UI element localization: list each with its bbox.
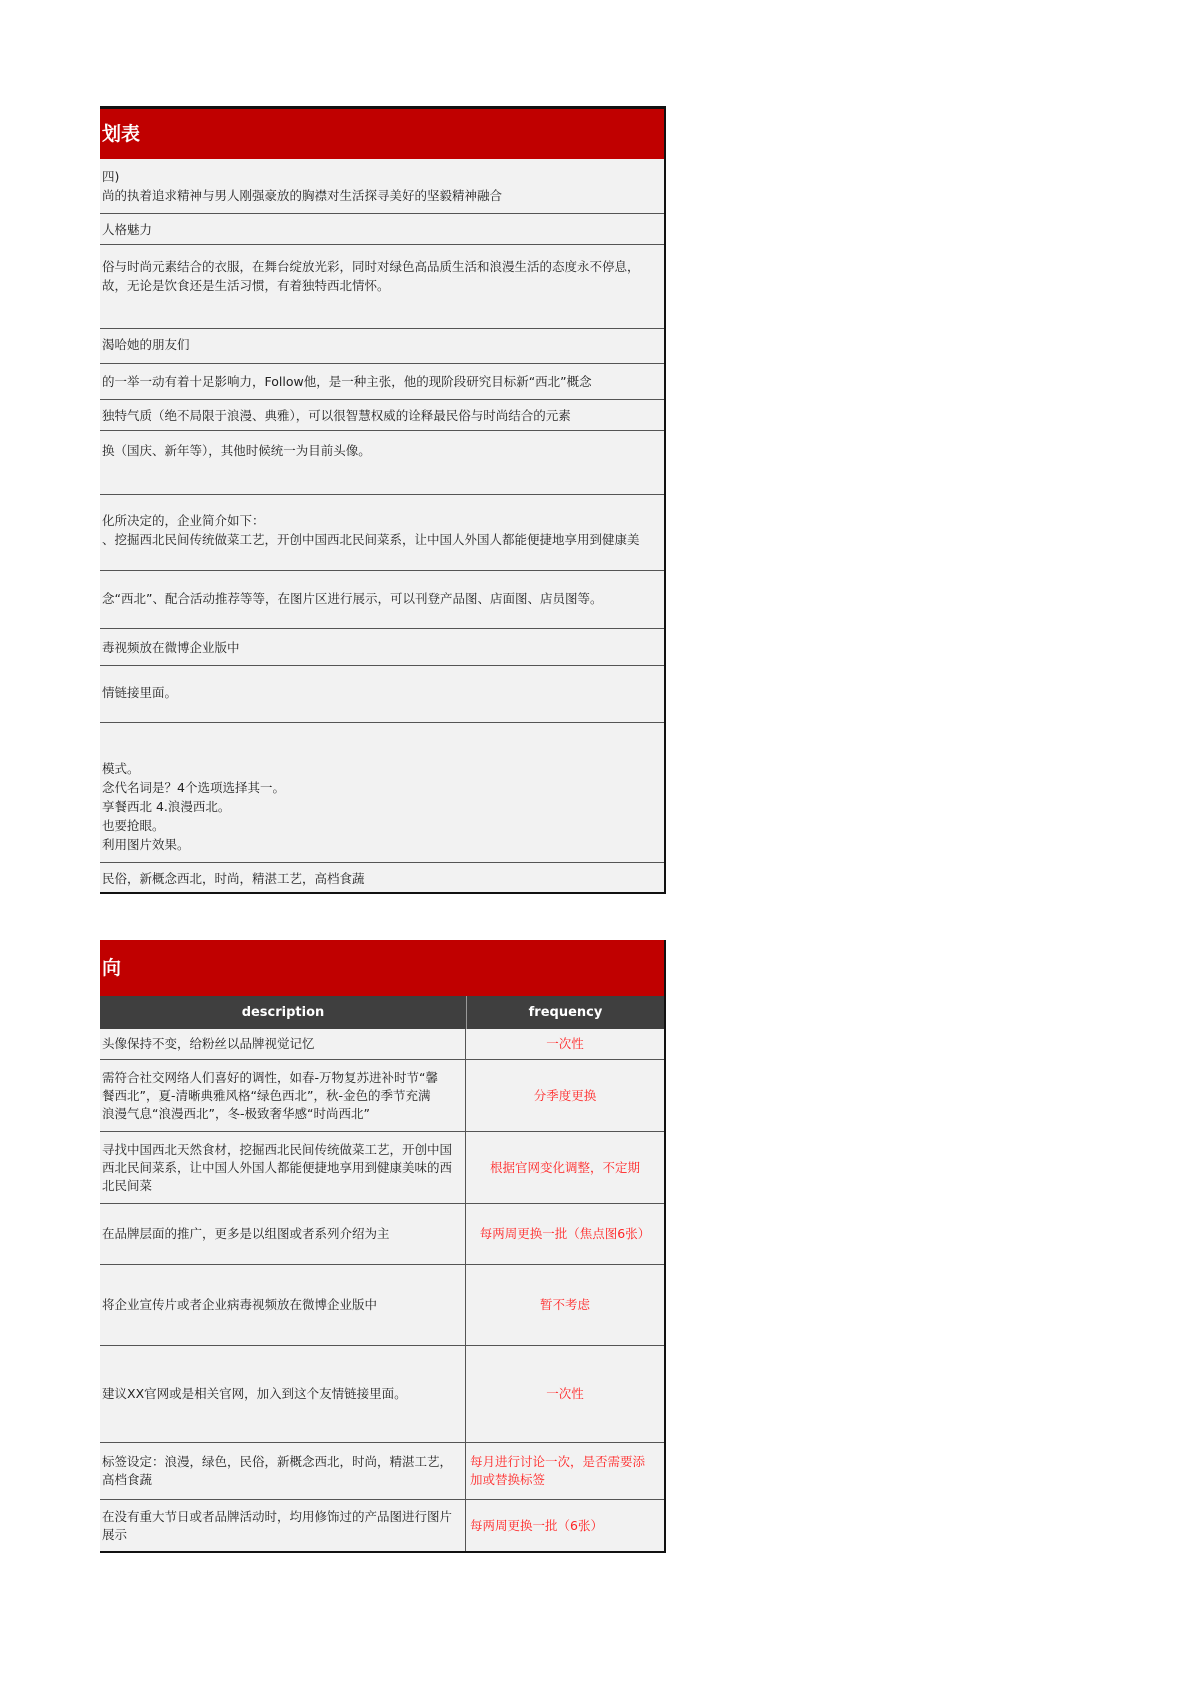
description-text: 餐西北”，夏-清晰典雅风格“绿色西北”，秋-金色的季节充满 xyxy=(102,1087,431,1103)
frequency-cell xyxy=(466,1500,664,1551)
frequency-text: 根据官网变化调整，不定期 xyxy=(489,1159,640,1175)
table-row xyxy=(100,1500,664,1553)
frequency-cell xyxy=(466,1029,664,1059)
description-text: 展示 xyxy=(102,1526,128,1542)
description-text: 将企业宣传片或者企业病毒视频放在微博企业版中 xyxy=(102,1297,378,1312)
table-row xyxy=(100,214,664,245)
description-text: 需符合社交网络人们喜好的调性，如春-万物复苏进补时节“馨 xyxy=(102,1069,438,1085)
frequency-text: 加或替换标签 xyxy=(470,1472,546,1487)
description-cell xyxy=(100,1500,466,1551)
table-row xyxy=(100,571,664,629)
table-title: 划表 xyxy=(100,109,664,159)
table-row xyxy=(100,723,664,863)
description-cell xyxy=(100,1443,466,1499)
row-text: 独特气质（绝不局限于浪漫、典雅），可以很智慧权威的诠释最民俗与时尚结合的元素 xyxy=(102,408,571,423)
description-cell xyxy=(100,1204,466,1264)
frequency-text: 一次性 xyxy=(546,1036,584,1051)
frequency-text: 每月进行讨论一次，是否需要添 xyxy=(470,1454,646,1469)
description-cell xyxy=(100,1346,466,1442)
table-row xyxy=(100,863,664,894)
strategy-table xyxy=(100,106,666,894)
row-text: 利用图片效果。 xyxy=(102,837,190,852)
table-row xyxy=(100,1029,664,1060)
row-text: 人格魅力 xyxy=(102,222,153,237)
description-text: 建议XX官网或是相关官网，加入到这个友情链接里面。 xyxy=(102,1386,407,1401)
row-text: 换（国庆、新年等），其他时候统一为目前头像。 xyxy=(102,443,371,458)
row-text: 的一举一动有着十足影响力，Follow他，是一种主张，他的现阶段研究目标新“西北”概念 xyxy=(102,374,592,389)
table-row xyxy=(100,629,664,666)
description-text: 标签设定：浪漫，绿色，民俗，新概念西北，时尚，精湛工艺， xyxy=(102,1454,453,1469)
table-row xyxy=(100,245,664,329)
row-text: 念“西北”、配合活动推荐等等，在图片区进行展示，可以刊登产品图、店面图、店员图等。 xyxy=(102,591,603,606)
description-text: 头像保持不变，给粉丝以品牌视觉记忆 xyxy=(102,1036,315,1051)
row-text: 念代名词是？4个选项选择其一。 xyxy=(102,780,285,795)
frequency-text: 每两周更换一批（焦点图6张） xyxy=(479,1226,651,1241)
frequency-cell xyxy=(466,1443,664,1499)
frequency-cell xyxy=(466,1132,664,1203)
table-row xyxy=(100,159,664,214)
row-text: 化所决定的，企业简介如下： xyxy=(102,513,265,528)
row-text: 四) xyxy=(102,169,120,184)
table-title: 向 xyxy=(100,940,664,996)
table-row xyxy=(100,400,664,431)
row-text: 享餐西北 4.浪漫西北。 xyxy=(102,799,231,814)
description-text: 在品牌层面的推广，更多是以组图或者系列介绍为主 xyxy=(102,1226,390,1241)
frequency-cell xyxy=(466,1060,664,1131)
row-text: 民俗，新概念西北，时尚，精湛工艺，高档食蔬 xyxy=(102,871,365,886)
frequency-cell xyxy=(466,1265,664,1345)
row-text: 也要抢眼。 xyxy=(102,818,165,833)
table-row xyxy=(100,1265,664,1346)
direction-table xyxy=(100,940,666,1553)
description-text: 浪漫气息“浪漫西北”，冬-极致奢华感“时尚西北” xyxy=(102,1105,370,1121)
description-text: 在没有重大节日或者品牌活动时，均用修饰过的产品图进行图片 xyxy=(102,1508,453,1524)
description-header: description xyxy=(100,996,467,1029)
table-row xyxy=(100,1132,664,1204)
frequency-header: frequency xyxy=(528,1005,603,1020)
frequency-text: 一次性 xyxy=(546,1386,584,1401)
table-row xyxy=(100,364,664,400)
table-header xyxy=(100,996,664,1029)
description-text: 北民间菜 xyxy=(102,1177,153,1193)
description-text: 寻找中国西北天然食材，挖掘西北民间传统做菜工艺，开创中国 xyxy=(102,1141,453,1157)
description-cell xyxy=(100,1060,466,1131)
description-cell xyxy=(100,1265,466,1345)
row-text: 俗与时尚元素结合的衣服，在舞台绽放光彩，同时对绿色高品质生活和浪漫生活的态度永不停息， xyxy=(102,259,640,274)
description-cell xyxy=(100,1132,466,1203)
description-cell xyxy=(100,1029,466,1059)
table-row xyxy=(100,329,664,364)
frequency-cell xyxy=(466,1204,664,1264)
row-text: 情链接里面。 xyxy=(102,685,178,700)
row-text: 渴哈她的朋友们 xyxy=(102,337,190,352)
table-row xyxy=(100,666,664,723)
table-row xyxy=(100,1346,664,1443)
description-text: 高档食蔬 xyxy=(102,1472,153,1487)
table-row xyxy=(100,431,664,495)
table-row xyxy=(100,1204,664,1265)
row-text: 模式。 xyxy=(102,761,140,776)
row-text: 、挖掘西北民间传统做菜工艺，开创中国西北民间菜系，让中国人外国人都能便捷地享用到健康美 xyxy=(102,532,640,547)
row-text: 故，无论是饮食还是生活习惯，有着独特西北情怀。 xyxy=(102,278,390,293)
description-text: 西北民间菜系，让中国人外国人都能便捷地享用到健康美味的西 xyxy=(102,1159,453,1175)
row-text: 毒视频放在微博企业版中 xyxy=(102,640,240,655)
table-row xyxy=(100,495,664,571)
table-row xyxy=(100,1443,664,1500)
frequency-text: 每两周更换一批（6张） xyxy=(470,1517,603,1533)
frequency-cell xyxy=(466,1346,664,1442)
row-text: 尚的执着追求精神与男人刚强豪放的胸襟对生活探寻美好的坚毅精神融合 xyxy=(102,188,503,203)
table-row xyxy=(100,1060,664,1132)
frequency-text: 暂不考虑 xyxy=(539,1297,590,1312)
frequency-text: 分季度更换 xyxy=(533,1087,597,1103)
